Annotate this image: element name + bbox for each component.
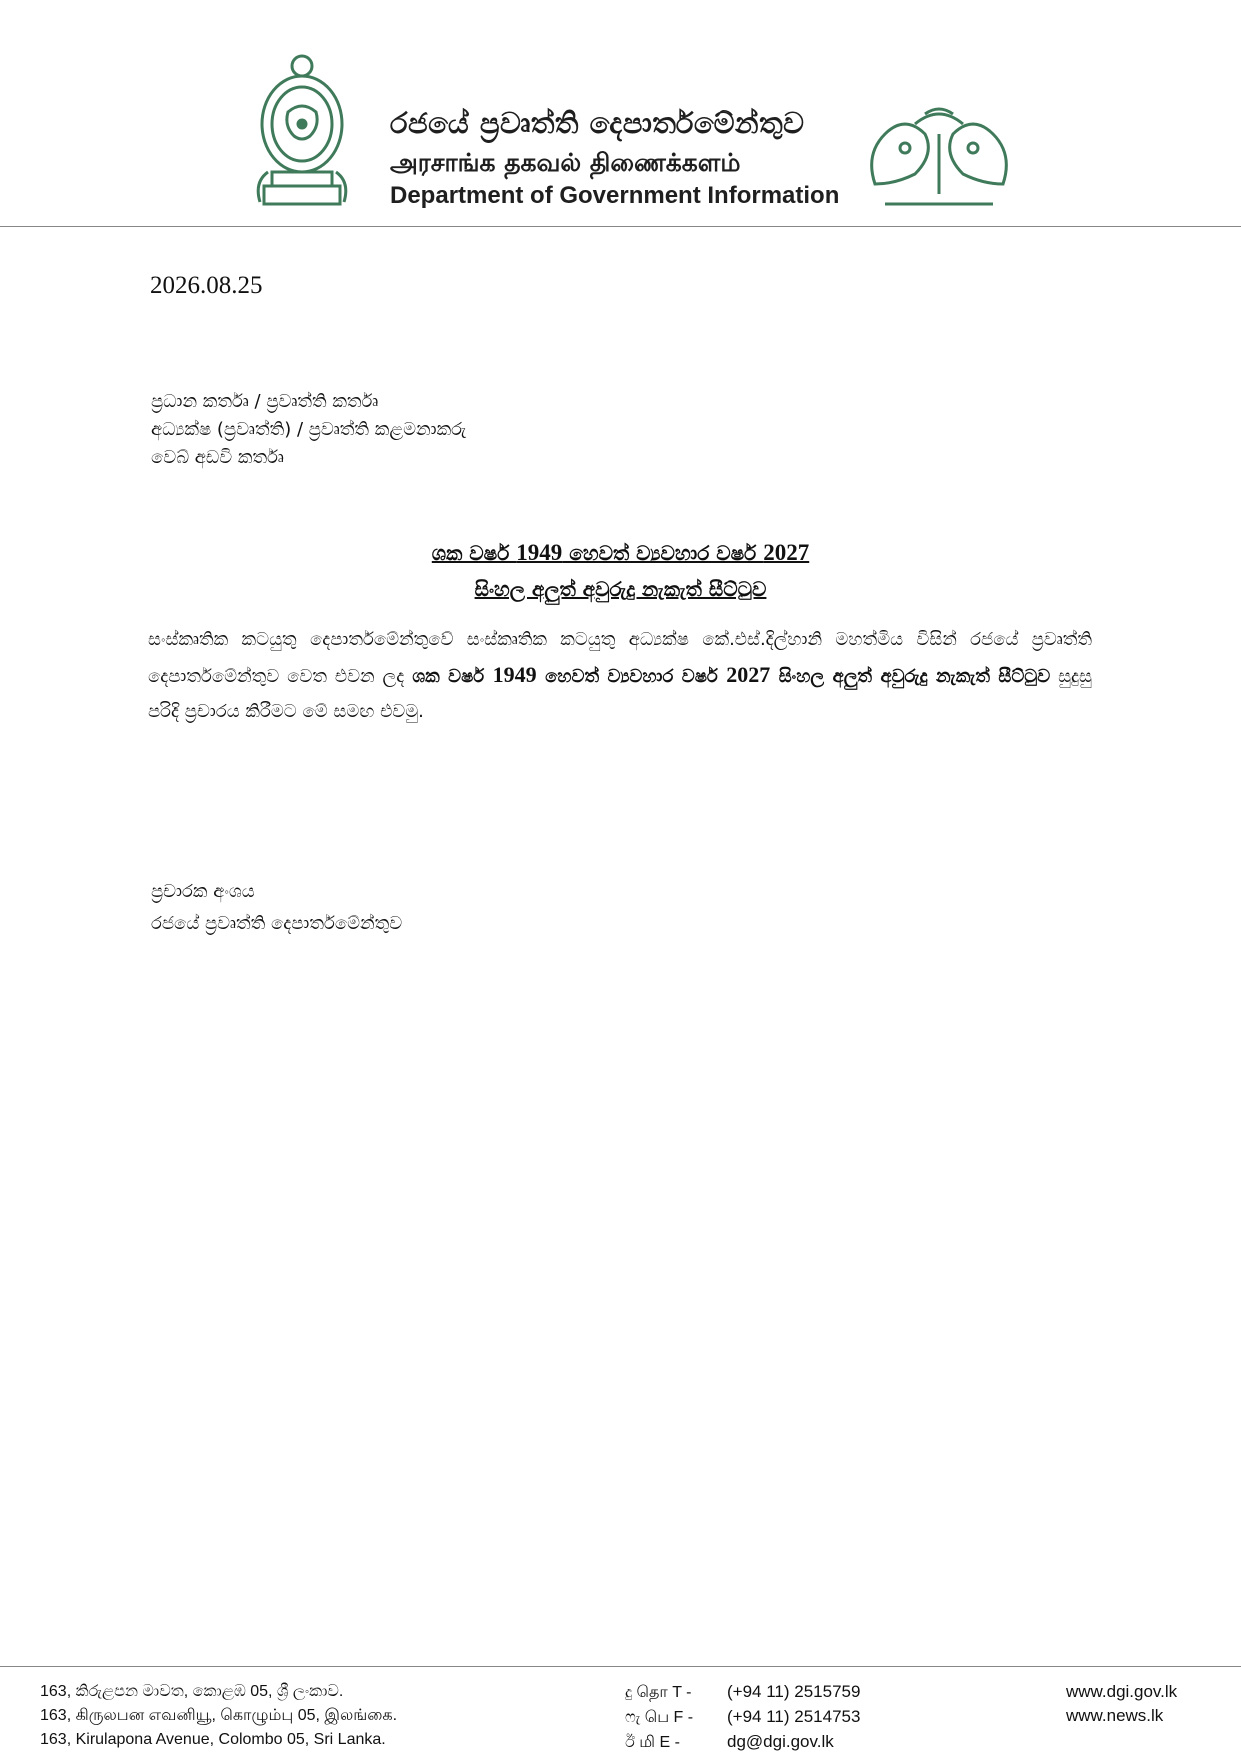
telephone-number: (+94 11) 2515759 bbox=[727, 1682, 861, 1701]
fax-number: (+94 11) 2514753 bbox=[727, 1707, 861, 1726]
header-divider bbox=[0, 226, 1241, 227]
subject-text: ශක වර්ෂ bbox=[431, 541, 517, 565]
email-label: ඊ மி E - bbox=[625, 1734, 680, 1751]
recipient-line: අධ්‍යක්ෂ (ප්‍රවෘත්ති) / ප්‍රවෘත්ති කළමනාකරු bbox=[151, 419, 467, 440]
letter-date: 2026.08.25 bbox=[150, 272, 263, 299]
sri-lanka-emblem-icon bbox=[250, 52, 354, 210]
subject-year-common: 2027 bbox=[763, 540, 810, 565]
email-link[interactable]: dg@dgi.gov.lk bbox=[727, 1732, 834, 1751]
fax-label: ෆැ பெ F - bbox=[625, 1709, 694, 1726]
subject-line-1 bbox=[0, 535, 1241, 571]
body-year-common: 2027 bbox=[726, 662, 771, 687]
body-bold-reference bbox=[412, 662, 1051, 687]
subject-year-shaka: 1949 bbox=[516, 540, 563, 565]
body-year-shaka: 1949 bbox=[492, 662, 537, 687]
recipients-block bbox=[151, 388, 466, 472]
address-english: 163, Kirulapona Avenue, Colombo 05, Sri Lanka. bbox=[40, 1731, 386, 1748]
letterhead bbox=[0, 0, 1241, 228]
website-link-dgi[interactable]: www.dgi.gov.lk bbox=[1066, 1682, 1178, 1701]
address-tamil: 163, கிருலபன எவனியூ, கொழும்பு 05, இலங்கை. bbox=[40, 1707, 398, 1724]
body-bold-text: හෙවත් ව්‍යවහාර වර්ෂ bbox=[536, 666, 727, 687]
contact-email bbox=[625, 1730, 860, 1755]
signature-department: රජයේ ප්‍රවෘත්ති දෙපාර්තමේන්තුව bbox=[151, 913, 403, 934]
body-bold-text: ශක වර්ෂ bbox=[412, 666, 493, 687]
footer-address bbox=[40, 1680, 397, 1752]
recipient-line: ප්‍රධාන කර්තෘ / ප්‍රවෘත්ති කර්තෘ bbox=[151, 391, 379, 412]
body-paragraph bbox=[148, 622, 1092, 729]
address-sinhala: 163, කිරුළපන මාවත, කොළඹ 05, ශ්‍රී ලංකාව. bbox=[40, 1683, 344, 1700]
department-name-english: Department of Government Information bbox=[390, 182, 840, 209]
footer-divider bbox=[0, 1666, 1241, 1667]
body-text: සුදුසු පරිදි ප්‍රචාරය කිරීමට මේ සමඟ එවමු. bbox=[148, 666, 1092, 722]
department-name-tamil: அரசாங்க தகவல் திணைக்களம் bbox=[390, 148, 741, 177]
department-name-sinhala: රජයේ ප්‍රවෘත්ති දෙපාර්තමේන්තුව bbox=[390, 106, 805, 140]
subject-heading bbox=[0, 535, 1241, 607]
body-text: සංස්කෘතික කටයුතු දෙපාර්තමේන්තුවේ සංස්කෘතික කටයුතු අධ්‍යක්ෂ කේ.එස්.දිල්හානි මහත්මිය විසින් රජයේ ප්‍රවෘත්ති දෙපාර්තමේන්තුව වෙත එවන ලද bbox=[148, 629, 1092, 687]
contact-telephone bbox=[625, 1680, 860, 1705]
signature-unit: ප්‍රචාරක අංශය bbox=[151, 881, 255, 902]
footer-contact bbox=[625, 1680, 860, 1755]
contact-fax bbox=[625, 1705, 860, 1730]
recipient-line: වෙබ් අඩවි කර්තෘ bbox=[151, 447, 284, 468]
subject-text: හෙවත් ව්‍යවහාර වර්ෂ bbox=[562, 541, 764, 565]
website-link-news[interactable]: www.news.lk bbox=[1066, 1706, 1164, 1725]
subject-line-2: සිංහල අලුත් අවුරුදු නැකැත් සීට්ටුව bbox=[474, 577, 767, 601]
lion-ornament-icon bbox=[855, 104, 1023, 214]
body-bold-text: සිංහල අලුත් අවුරුදු නැකැත් සීට්ටුව bbox=[770, 666, 1051, 687]
signature-block bbox=[151, 876, 402, 940]
footer-websites bbox=[1066, 1680, 1177, 1728]
telephone-label: දු தொ T - bbox=[625, 1684, 692, 1701]
